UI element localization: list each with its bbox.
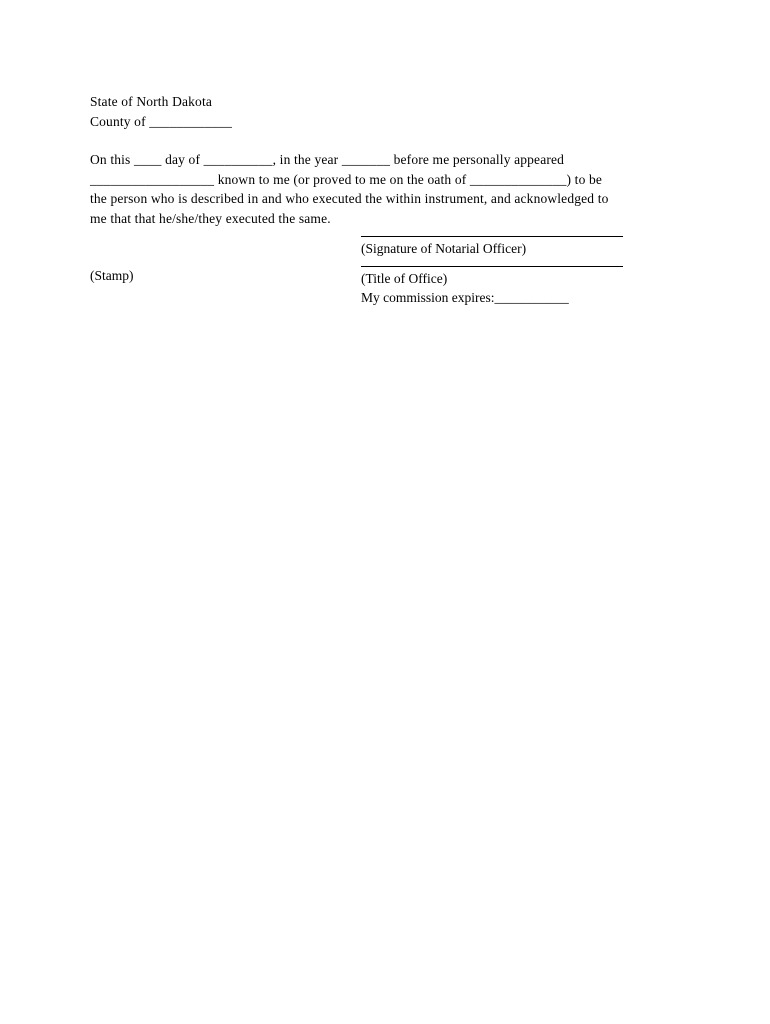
signature-caption: (Signature of Notarial Officer)	[361, 241, 527, 256]
stamp-label: (Stamp)	[90, 268, 134, 283]
document-body	[90, 92, 630, 228]
venue-block	[90, 92, 630, 131]
title-caption: (Title of Office)	[361, 270, 448, 286]
state-line: State of North Dakota	[90, 94, 212, 109]
paragraph-spacer	[90, 131, 630, 150]
signature-column	[361, 228, 626, 308]
signature-zone	[90, 228, 630, 323]
commission-expires-line: My commission expires:___________	[361, 290, 569, 305]
county-line: County of ____________	[90, 113, 233, 129]
acknowledgment-paragraph: On this ____ day of __________, in the year _______ before me personally appeared __________________ known to me (or proved to me on the oath of ______________) to be the person who is described in and who executed the within instrument, and acknowledged to me that that he/she/they executed the same.	[90, 152, 613, 226]
